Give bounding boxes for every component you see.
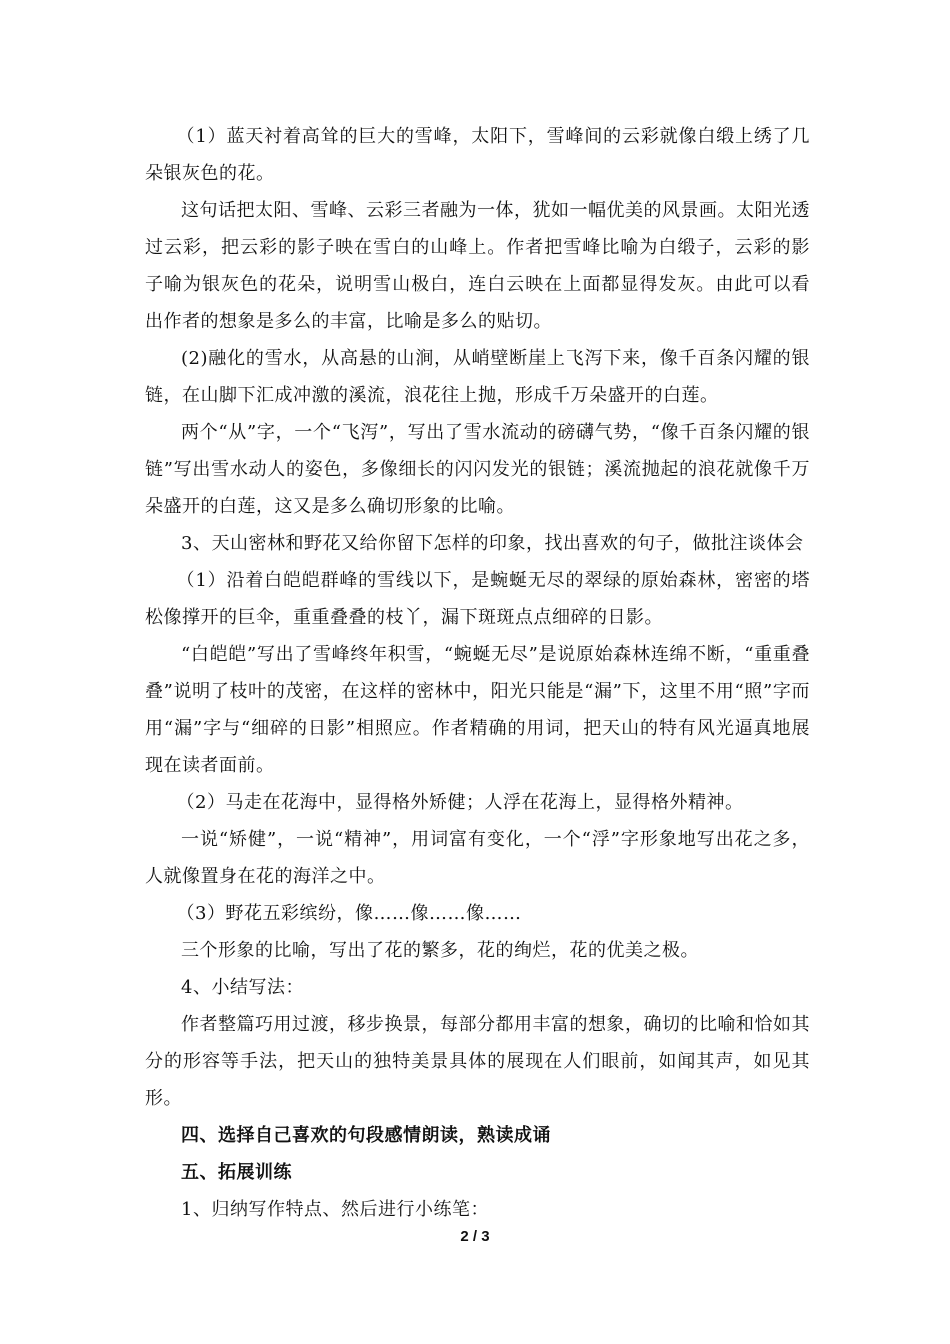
paragraph: (2)融化的雪水，从高悬的山涧，从峭壁断崖上飞泻下来，像千百条闪耀的银链，在山脚下汇成冲激的溪流，浪花往上抛，形成千万朵盛开的白莲。 <box>145 348 810 406</box>
paragraph: 三个形象的比喻，写出了花的繁多，花的绚烂，花的优美之极。 <box>181 940 699 961</box>
section-heading: 五、拓展训练 <box>181 1162 292 1183</box>
paragraph: 作者整篇巧用过渡，移步换景，每部分都用丰富的想象，确切的比喻和恰如其分的形容等手法，把天山的独特美景具体的展现在人们眼前，如闻其声，如见其形。 <box>145 1014 810 1109</box>
paragraph: 1、归纳写作特点、然后进行小练笔： <box>181 1199 489 1220</box>
document-body <box>145 118 810 1228</box>
page-number: 2 / 3 <box>460 1228 490 1245</box>
paragraph: （1）沿着白皑皑群峰的雪线以下，是蜿蜒无尽的翠绿的原始森林，密密的塔松像撑开的巨伞，重重叠叠的枝丫，漏下斑斑点点细碎的日影。 <box>145 570 810 628</box>
paragraph: （2）马走在花海中，显得格外矫健；人浮在花海上，显得格外精神。 <box>176 792 744 813</box>
paragraph: 4、小结写法： <box>181 977 304 998</box>
paragraph: “白皑皑”写出了雪峰终年积雪，“蜿蜒无尽”是说原始森林连绵不断，“重重叠叠”说明了枝叶的茂密，在这样的密林中，阳光只能是“漏”下，这里不用“照”字而用“漏”字与“细碎的日影”相照应。作者精确的用词，把天山的特有风光逼真地展现在读者面前。 <box>145 644 810 776</box>
paragraph: 一说“矫健”，一说“精神”，用词富有变化，一个“浮”字形象地写出花之多，人就像置身在花的海洋之中。 <box>145 829 810 887</box>
paragraph: 这句话把太阳、雪峰、云彩三者融为一体，犹如一幅优美的风景画。太阳光透过云彩，把云彩的影子映在雪白的山峰上。作者把雪峰比喻为白缎子，云彩的影子喻为银灰色的花朵，说明雪山极白，连白云映在上面都显得发灰。由此可以看出作者的想象是多么的丰富，比喻是多么的贴切。 <box>145 200 810 332</box>
paragraph: 两个“从”字，一个“飞泻”，写出了雪水流动的磅礴气势，“像千百条闪耀的银链”写出雪水动人的姿色，多像细长的闪闪发光的银链；溪流抛起的浪花就像千万朵盛开的白莲，这又是多么确切形象的比喻。 <box>145 422 810 517</box>
paragraph: 3、天山密林和野花又给你留下怎样的印象，找出喜欢的句子，做批注谈体会 <box>181 533 804 554</box>
section-heading: 四、选择自己喜欢的句段感情朗读，熟读成诵 <box>181 1125 551 1146</box>
paragraph: （1）蓝天衬着高耸的巨大的雪峰，太阳下，雪峰间的云彩就像白缎上绣了几朵银灰色的花。 <box>145 126 810 184</box>
paragraph: （3）野花五彩缤纷，像……像……像…… <box>176 903 522 924</box>
